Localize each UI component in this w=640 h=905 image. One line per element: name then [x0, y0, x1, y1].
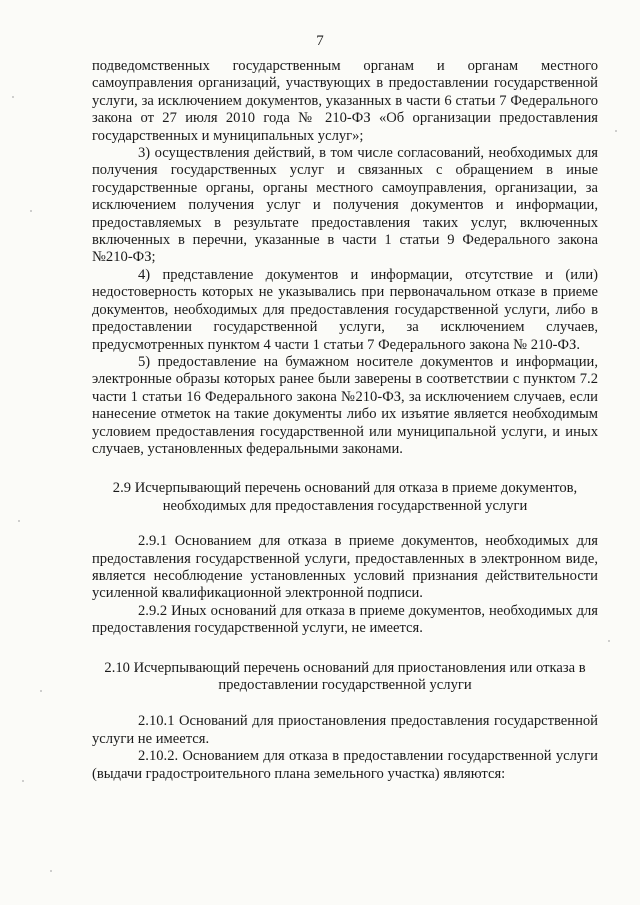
scan-speck: [22, 780, 24, 782]
paragraph-2-9-2: 2.9.2 Иных оснований для отказа в приеме документов, необходимых для предоставления государственной услуги, не имеется.: [92, 602, 598, 637]
page-number: 7: [316, 33, 324, 49]
section-heading-2-10: 2.10 Исчерпывающий перечень оснований для приостановления или отказа в предоставлении государственной услуги: [104, 659, 586, 693]
scan-speck: [18, 520, 20, 522]
scan-speck: [30, 210, 32, 212]
paragraph-item-3: 3) осуществления действий, в том числе согласований, необходимых для получения государственных услуг и связанных с обращением в иные государственные органы, органы местного самоуправления, организации, за исключением получения услуг и получения документов и информации, предоставляемых в результате предоставления таких услуг, включенных включенных в перечни, указанные в части 1 статьи 9 Федерального закона №210-ФЗ;: [92, 145, 598, 266]
paragraph-item-5: 5) предоставление на бумажном носителе документов и информации, электронные образы которых ранее были заверены в соответствии с пунктом 7.2 части 1 статьи 16 Федерального закона №210-ФЗ, за исключением случаев, если нанесение отметок на такие документы либо их изъятие является необходимым условием предоставления государственной или муниципальной услуги, и иных случаев, установленных федеральными законами.: [92, 353, 598, 457]
scan-speck: [608, 640, 610, 642]
scan-speck: [615, 130, 617, 132]
section-heading-2-9: 2.9 Исчерпывающий перечень оснований для отказа в приеме документов, необходимых для предоставления государственной услуги: [112, 480, 578, 514]
scan-speck: [50, 870, 52, 872]
scan-speck: [12, 96, 14, 98]
paragraph-continuation: подведомственных государственным органам и органам местного самоуправления организаций, участвующих в предоставлении государственной услуги, за исключением документов, указанных в части 6 статьи 7 Федерального закона от 27 июля 2010 года № 210-ФЗ «Об организации предоставления государственных и муниципальных услуг»;: [92, 58, 598, 144]
document-body: [92, 58, 598, 783]
paragraph-2-9-1: 2.9.1 Основанием для отказа в приеме документов, необходимых для предоставления государственной услуги, предоставленных в электронном виде, является несоблюдение установленных условий признания действительности усиленной квалификационной электронной подписи.: [92, 533, 598, 602]
paragraph-item-4: 4) представление документов и информации, отсутствие и (или) недостоверность которых не указывались при первоначальном отказе в приеме документов, необходимых для предоставления государственной услуги, либо в предоставлении государственной услуги, за исключением случаев, предусмотренных пунктом 4 части 1 статьи 7 Федерального закона № 210-ФЗ.: [92, 266, 598, 353]
paragraph-2-10-2: 2.10.2. Основанием для отказа в предоставлении государственной услуги (выдачи градостроительного плана земельного участка) являются:: [92, 748, 598, 782]
scan-speck: [40, 690, 42, 692]
paragraph-2-10-1: 2.10.1 Оснований для приостановления предоставления государственной услуги не имеется.: [92, 713, 598, 747]
